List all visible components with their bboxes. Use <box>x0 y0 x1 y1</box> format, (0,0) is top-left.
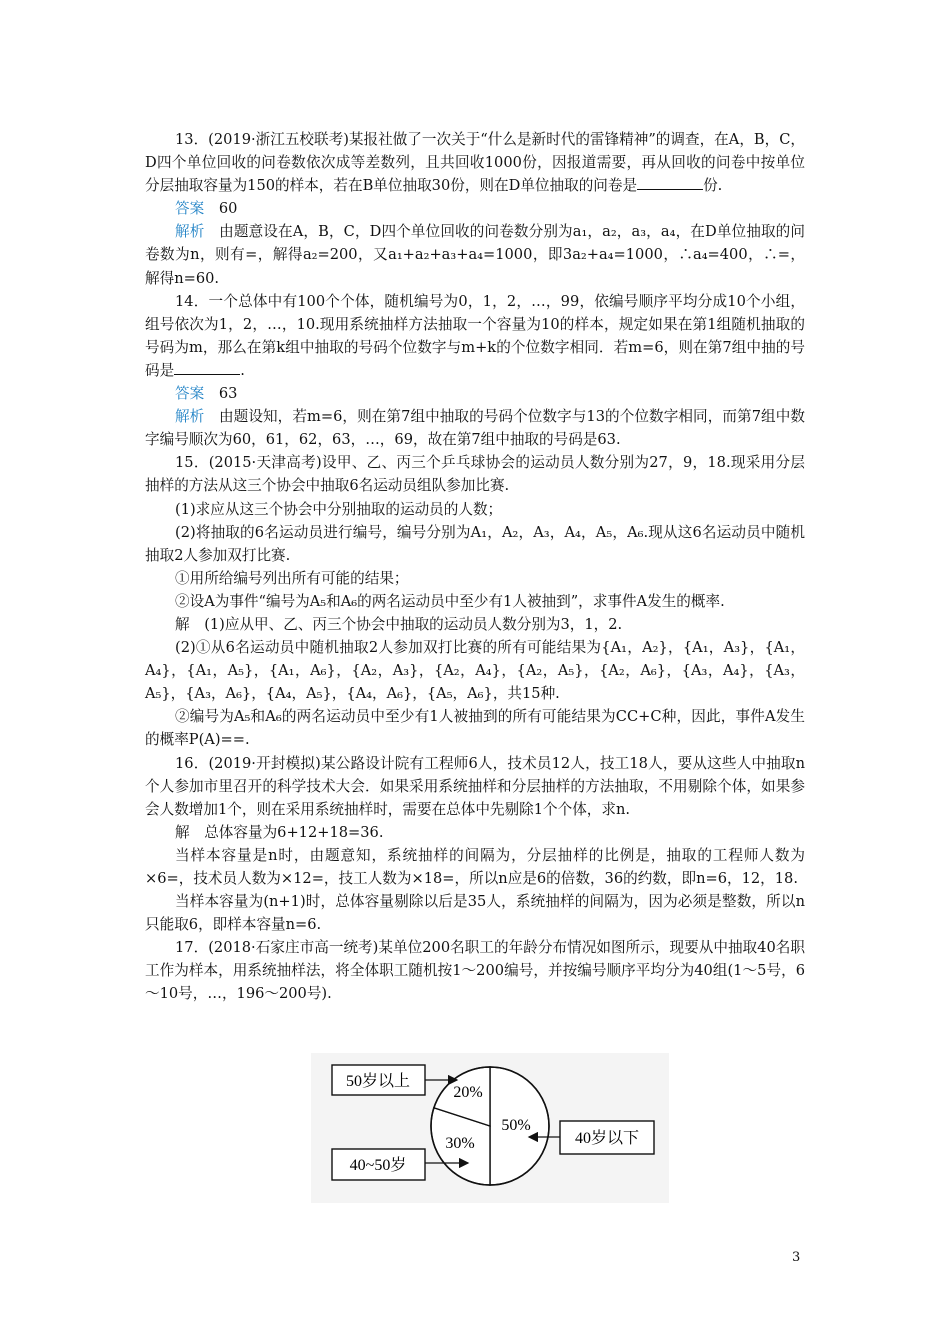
solution-15-2-2: ②编号为A₅和A₆的两名运动员中至少有1人被抽到的所有可能结果为CC+C种，因此，事件A发生的概率P(A)==. <box>145 708 805 749</box>
question-15: 15．(2015·天津高考)设甲、乙、丙三个乒乓球协会的运动员人数分别为27，9，18.现采用分层抽样的方法从这三个协会中抽取6名运动员组队参加比赛. <box>145 454 805 495</box>
age-distribution-pie-chart <box>311 1053 669 1203</box>
question-15-part-2-1: ①用所给编号列出所有可能的结果； <box>175 569 409 587</box>
pie-chart-svg <box>311 1053 669 1203</box>
slice-label-under-40: 50% <box>501 1117 531 1134</box>
solution-15-1: 解 (1)应从甲、乙、丙三个协会中抽取的运动员人数分别为3，1，2. <box>175 615 623 633</box>
question-13: 13．(2019·浙江五校联考)某报社做了一次关于“什么是新时代的雷锋精神”的调查，在A，B，C，D四个单位回收的问卷数依次成等差数列，且共回收1000份，因报道需要，再从回收的问卷中按单位分层抽取容量为150的样本，若在B单位抽取30份，则在D单位抽取的问卷是 份. <box>145 131 805 195</box>
solution-15-2-1: (2)①从6名运动员中随机抽取2人参加双打比赛的所有可能结果为{A₁，A₂}，{A₁，A₃}，{A₁，A₄}，{A₁，A₅}，{A₁，A₆}，{A₂，A₃}，{A₂，A₄}，{A₂，A₅}，{A₂，A₆}，{A₃，A₄}，{A₃，A₅}，{A₃，A₆}，{A₄，A₅}，{A₄，A₆}，{A₅，A₆}，共15种. <box>145 639 805 703</box>
solution-16-step-2: 当样本容量是n时，由题意知，系统抽样的间隔为，分层抽样的比例是，抽取的工程师人数为×6=，技术员人数为×12=，技工人数为×18=，所以n应是6的倍数，36的约数，即n=6，12，18. <box>145 846 805 887</box>
slice-label-50-plus: 20% <box>453 1084 483 1101</box>
question-15-part-1: (1)求应从这三个协会中分别抽取的运动员的人数； <box>175 500 503 518</box>
solution-16-step-3: 当样本容量为(n+1)时，总体容量剔除以后是35人，系统抽样的间隔为，因为必须是整数，所以n只能取6，即样本容量n=6. <box>145 893 805 934</box>
solution-16-step-1: 解 总体容量为6+12+18=36. <box>175 823 384 841</box>
slice-label-40-50: 30% <box>445 1135 475 1152</box>
analysis-label: 解析 <box>175 223 205 241</box>
question-16: 16．(2019·开封模拟)某公路设计院有工程师6人，技术员12人，技工18人，要从这些人中抽取n个人参加市里召开的科学技术大会．如果采用系统抽样和分层抽样的方法抽取，不用剔除个体，如果参会人数增加1个，则在采用系统抽样时，需要在总体中先剔除1个个体，求n. <box>145 754 805 818</box>
question-15-part-2-2: ②设A为事件“编号为A₅和A₆的两名运动员中至少有1人被抽到”，求事件A发生的概率. <box>175 592 725 610</box>
analysis-label: 解析 <box>175 408 205 426</box>
callout-label-40-50: 40~50岁 <box>349 1157 407 1174</box>
analysis-14: 解析 由题设知，若m=6，则在第7组中抽取的号码个位数字与13的个位数字相同，而第7组中数字编号顺次为60，61，62，63，…，69，故在第7组中抽取的号码是63. <box>145 408 805 449</box>
question-15-part-2: (2)将抽取的6名运动员进行编号，编号分别为A₁，A₂，A₃，A₄，A₅，A₆.现从这6名运动员中随机抽取2人参加双打比赛. <box>145 523 805 564</box>
answer-label: 答案 <box>175 200 205 218</box>
answer-blank <box>637 175 703 190</box>
question-14: 14．一个总体中有100个个体，随机编号为0，1，2，…，99，依编号顺序平均分成10个小组，组号依次为1，2，…，10.现用系统抽样方法抽取一个容量为10的样本，规定如果在第1组随机抽取的号码为m，那么在第k组中抽取的号码个位数字与m+k的个位数字相同．若m=6，则在第7组中抽的号码是 . <box>145 292 805 379</box>
page-number: 3 <box>792 1250 801 1265</box>
question-17: 17．(2018·石家庄市高一统考)某单位200名职工的年龄分布情况如图所示，现要从中抽取40名职工作为样本，用系统抽样法，将全体职工随机按1～200编号，并按编号顺序平均分为40组(1～5号，6～10号，…，196～200号). <box>145 939 805 1003</box>
callout-label-50-plus: 50岁以上 <box>345 1073 411 1090</box>
answer-label: 答案 <box>175 385 205 403</box>
answer-14: 答案 63 <box>175 385 238 403</box>
analysis-13: 解析 由题意设在A，B，C，D四个单位回收的问卷数分别为a₁，a₂，a₃，a₄，在D单位抽取的问卷数为n，则有=，解得a₂=200，又a₁+a₂+a₃+a₄=1000，即3a₂+a₄=1000，∴a₄=400，∴=，解得n=60. <box>145 223 805 287</box>
document-body <box>145 128 805 1006</box>
answer-blank <box>174 360 240 375</box>
answer-13: 答案 60 <box>175 200 238 218</box>
callout-label-under-40: 40岁以下 <box>574 1130 640 1147</box>
